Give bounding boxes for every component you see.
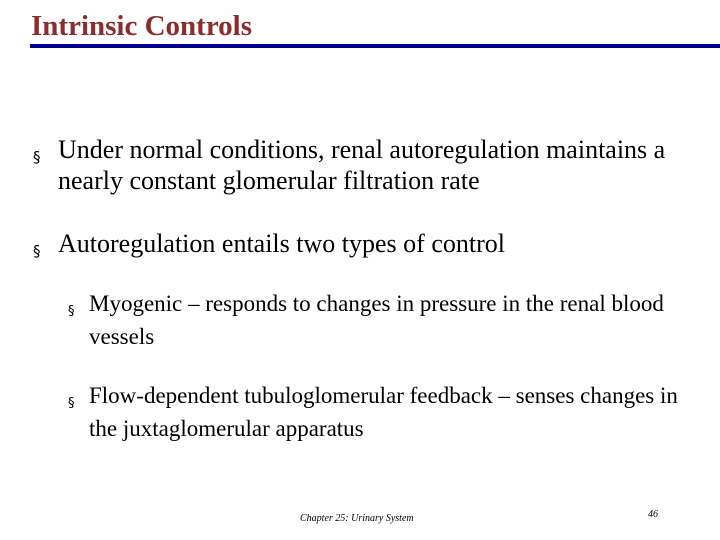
bullet-item xyxy=(33,228,703,259)
sub-bullet-text: Myogenic – responds to changes in pressure in the renal blood vessels xyxy=(89,291,664,349)
sub-bullet-item xyxy=(68,287,708,353)
bullet-text: Autoregulation entails two types of control xyxy=(58,229,505,258)
title-divider xyxy=(30,44,720,48)
sub-bullet-text: Flow-dependent tubuloglomerular feedback – senses changes in the juxtaglomerular apparatus xyxy=(89,383,678,441)
slide-title: Intrinsic Controls xyxy=(31,10,253,42)
slide-footer: Chapter 25: Urinary System xyxy=(300,513,414,524)
bullet-marker-icon: § xyxy=(33,148,41,166)
bullet-marker-icon: § xyxy=(33,242,41,260)
bullet-marker-icon: § xyxy=(68,304,75,319)
bullet-text: Under normal conditions, renal autoregulation maintains a nearly constant glomerular filtration rate xyxy=(58,135,666,195)
bullet-item xyxy=(33,134,703,196)
bullet-marker-icon: § xyxy=(68,396,75,411)
page-number: 46 xyxy=(648,509,658,520)
sub-bullet-item xyxy=(68,379,708,445)
